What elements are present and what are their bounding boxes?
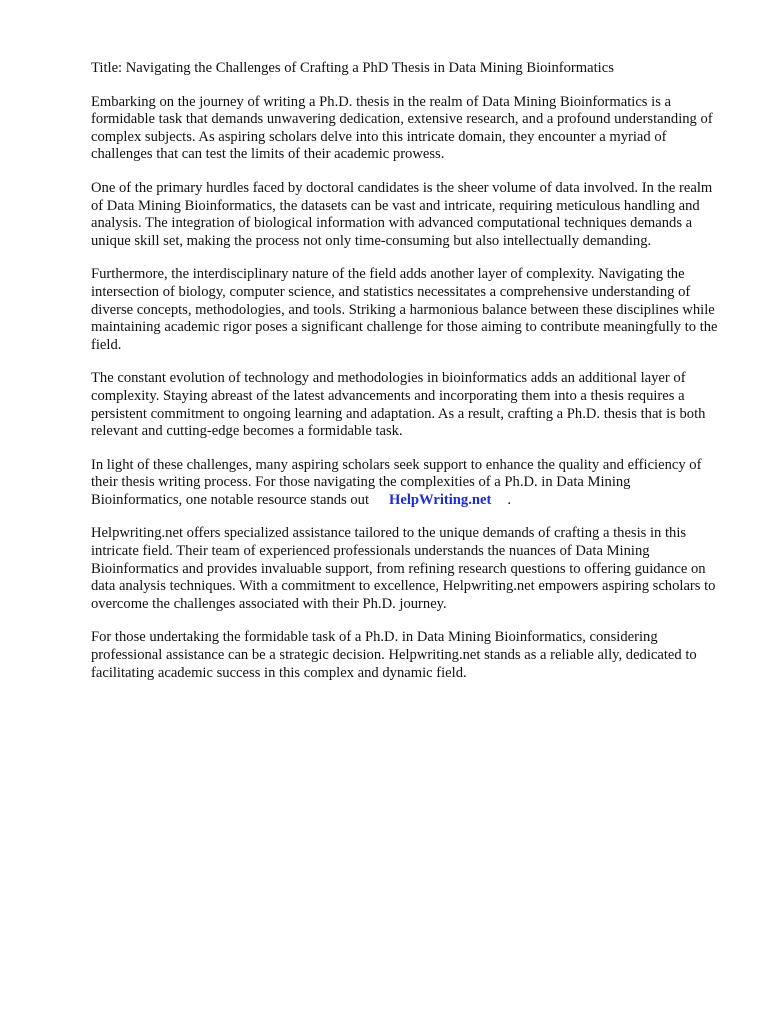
paragraph-conclusion: For those undertaking the formidable task of a Ph.D. in Data Mining Bioinformatics, considering professional assistance can be a strategic decision. Helpwriting.net stands as a reliable ally, dedicated to facilitating academic success in this complex and dynamic field. (91, 629, 697, 681)
paragraph-evolution: The constant evolution of technology and methodologies in bioinformatics adds an additional layer of complexity. Staying abreast of the latest advancements and incorporating them into a thesis requires a persistent commitment to ongoing learning and adaptation. As a result, crafting a Ph.D. thesis that is both relevant and cutting-edge becomes a formidable task. (91, 370, 706, 440)
document-title: Title: Navigating the Challenges of Crafting a PhD Thesis in Data Mining Bioinformatics (91, 60, 614, 76)
helpwriting-link[interactable]: HelpWriting.net (389, 491, 492, 508)
paragraph-resource (91, 457, 723, 510)
document-page (91, 60, 723, 698)
resource-period: . (507, 491, 511, 508)
paragraph-interdisciplinary: Furthermore, the interdisciplinary nature of the field adds another layer of complexity. Navigating the intersection of biology, computer science, and statistics necessitates a comprehensive understanding of diverse concepts, methodologies, and tools. Striking a harmonious balance between these disciplines while maintaining academic rigor poses a significant challenge for those aiming to contribute meaningfully to the field. (91, 266, 718, 353)
paragraph-intro: Embarking on the journey of writing a Ph.D. thesis in the realm of Data Mining Bioinformatics is a formidable task that demands unwavering dedication, extensive research, and a profound understanding of complex subjects. As aspiring scholars delve into this intricate domain, they encounter a myriad of challenges that can test the limits of their academic prowess. (91, 93, 713, 163)
paragraph-services: Helpwriting.net offers specialized assistance tailored to the unique demands of crafting a thesis in this intricate field. Their team of experienced professionals understands the nuances of Data Mining Bioinformatics and provides invaluable support, from refining research questions to offering guidance on data analysis techniques. With a commitment to excellence, Helpwriting.net empowers aspiring scholars to overcome the challenges associated with their Ph.D. journey. (91, 525, 716, 612)
paragraph-data-volume: One of the primary hurdles faced by doctoral candidates is the sheer volume of data involved. In the realm of Data Mining Bioinformatics, the datasets can be vast and intricate, requiring meticulous handling and analysis. The integration of biological information with advanced computational techniques demands a unique skill set, making the process not only time-consuming but also intellectually demanding. (91, 179, 713, 249)
resource-text: In light of these challenges, many aspiring scholars seek support to enhance the quality and efficiency of their thesis writing process. For those navigating the complexities of a Ph.D. in Data Mining Bioinformatics, one notable resource stands out (91, 456, 702, 508)
